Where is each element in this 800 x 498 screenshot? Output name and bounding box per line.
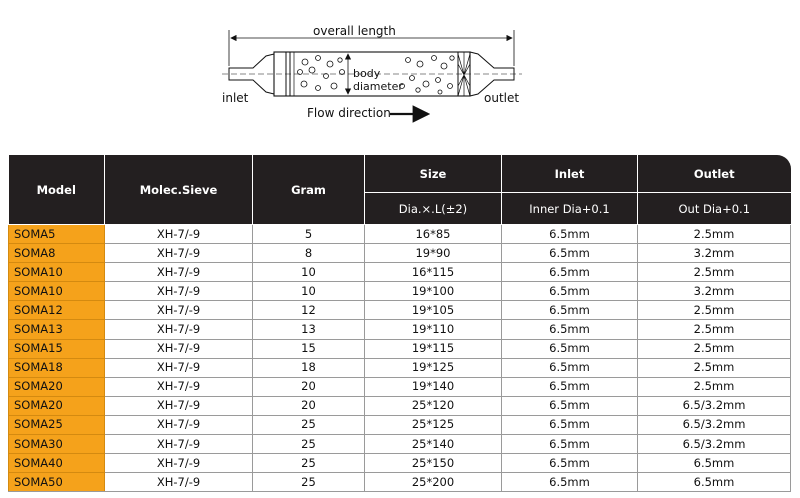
molec-sieve-cell: XH-7/-9 — [105, 454, 253, 473]
outlet-cell: 3.2mm — [638, 244, 791, 263]
gram-cell: 5 — [253, 225, 365, 244]
header-size: Size — [365, 155, 502, 193]
model-cell: SOMA15 — [9, 339, 105, 358]
inlet-cell: 6.5mm — [502, 396, 638, 415]
header-outlet-sub: Out Dia+0.1 — [638, 193, 791, 225]
size-cell: 19*115 — [365, 339, 502, 358]
outlet-cell: 2.5mm — [638, 358, 791, 377]
model-cell: SOMA12 — [9, 301, 105, 320]
inlet-cell: 6.5mm — [502, 282, 638, 301]
model-cell: SOMA20 — [9, 377, 105, 396]
outlet-cell: 6.5/3.2mm — [638, 415, 791, 434]
header-model: Model — [9, 155, 105, 225]
inlet-cell: 6.5mm — [502, 358, 638, 377]
table-header — [9, 155, 791, 225]
header-outlet: Outlet — [638, 155, 791, 193]
table-row — [9, 377, 791, 396]
table-row — [9, 454, 791, 473]
size-cell: 25*140 — [365, 435, 502, 454]
molec-sieve-cell: XH-7/-9 — [105, 244, 253, 263]
filter-drier-diagram — [0, 0, 800, 140]
molec-sieve-cell: XH-7/-9 — [105, 435, 253, 454]
model-cell: SOMA18 — [9, 358, 105, 377]
gram-cell: 25 — [253, 473, 365, 492]
table-row — [9, 339, 791, 358]
outlet-cell: 6.5mm — [638, 473, 791, 492]
molec-sieve-cell: XH-7/-9 — [105, 377, 253, 396]
size-cell: 25*125 — [365, 415, 502, 434]
size-cell: 25*200 — [365, 473, 502, 492]
header-gram: Gram — [253, 155, 365, 225]
size-cell: 19*125 — [365, 358, 502, 377]
model-cell: SOMA10 — [9, 282, 105, 301]
size-cell: 19*100 — [365, 282, 502, 301]
table-row — [9, 415, 791, 434]
gram-cell: 10 — [253, 282, 365, 301]
molec-sieve-cell: XH-7/-9 — [105, 396, 253, 415]
outlet-label: outlet — [484, 91, 520, 105]
gram-cell: 10 — [253, 263, 365, 282]
inlet-cell: 6.5mm — [502, 339, 638, 358]
gram-cell: 12 — [253, 301, 365, 320]
body-diameter-label — [353, 67, 403, 93]
outlet-cell: 6.5/3.2mm — [638, 396, 791, 415]
inlet-cell: 6.5mm — [502, 225, 638, 244]
outlet-cell: 2.5mm — [638, 320, 791, 339]
molec-sieve-cell: XH-7/-9 — [105, 320, 253, 339]
gram-cell: 20 — [253, 396, 365, 415]
inlet-cell: 6.5mm — [502, 320, 638, 339]
gram-cell: 25 — [253, 415, 365, 434]
molec-sieve-cell: XH-7/-9 — [105, 358, 253, 377]
table-row — [9, 358, 791, 377]
gram-cell: 15 — [253, 339, 365, 358]
model-cell: SOMA8 — [9, 244, 105, 263]
header-inlet-sub: Inner Dia+0.1 — [502, 193, 638, 225]
spec-table — [8, 155, 791, 492]
inlet-cell: 6.5mm — [502, 473, 638, 492]
gram-cell: 25 — [253, 454, 365, 473]
model-cell: SOMA5 — [9, 225, 105, 244]
inlet-cell: 6.5mm — [502, 415, 638, 434]
table-row — [9, 244, 791, 263]
outlet-cell: 2.5mm — [638, 301, 791, 320]
gram-cell: 13 — [253, 320, 365, 339]
outlet-cell: 3.2mm — [638, 282, 791, 301]
size-cell: 19*110 — [365, 320, 502, 339]
size-cell: 19*105 — [365, 301, 502, 320]
gram-cell: 8 — [253, 244, 365, 263]
outlet-cell: 2.5mm — [638, 339, 791, 358]
outlet-cell: 2.5mm — [638, 225, 791, 244]
body-diameter-line1: body — [353, 67, 381, 80]
table-row — [9, 282, 791, 301]
inlet-cell: 6.5mm — [502, 301, 638, 320]
inlet-cell: 6.5mm — [502, 263, 638, 282]
table-row — [9, 225, 791, 244]
model-cell: SOMA40 — [9, 454, 105, 473]
molec-sieve-cell: XH-7/-9 — [105, 473, 253, 492]
outlet-cell: 2.5mm — [638, 377, 791, 396]
size-cell: 16*115 — [365, 263, 502, 282]
inlet-cell: 6.5mm — [502, 377, 638, 396]
header-molec-sieve: Molec.Sieve — [105, 155, 253, 225]
outlet-cell: 2.5mm — [638, 263, 791, 282]
model-cell: SOMA50 — [9, 473, 105, 492]
overall-length-label: overall length — [313, 24, 396, 38]
table-row — [9, 396, 791, 415]
outlet-cell: 6.5/3.2mm — [638, 435, 791, 454]
inlet-cell: 6.5mm — [502, 244, 638, 263]
molec-sieve-cell: XH-7/-9 — [105, 282, 253, 301]
header-inlet: Inlet — [502, 155, 638, 193]
size-cell: 25*150 — [365, 454, 502, 473]
table-row — [9, 301, 791, 320]
table-body — [9, 225, 791, 492]
outlet-cell: 6.5mm — [638, 454, 791, 473]
model-cell: SOMA10 — [9, 263, 105, 282]
inlet-cell: 6.5mm — [502, 454, 638, 473]
molec-sieve-cell: XH-7/-9 — [105, 415, 253, 434]
model-cell: SOMA30 — [9, 435, 105, 454]
table-row — [9, 263, 791, 282]
gram-cell: 20 — [253, 377, 365, 396]
model-cell: SOMA20 — [9, 396, 105, 415]
flow-direction-label: Flow direction — [307, 106, 391, 120]
model-cell: SOMA13 — [9, 320, 105, 339]
table-row — [9, 320, 791, 339]
gram-cell: 25 — [253, 435, 365, 454]
molec-sieve-cell: XH-7/-9 — [105, 225, 253, 244]
size-cell: 16*85 — [365, 225, 502, 244]
header-size-sub: Dia.×.L(±2) — [365, 193, 502, 225]
gram-cell: 18 — [253, 358, 365, 377]
model-cell: SOMA25 — [9, 415, 105, 434]
molec-sieve-cell: XH-7/-9 — [105, 263, 253, 282]
size-cell: 25*120 — [365, 396, 502, 415]
size-cell: 19*140 — [365, 377, 502, 396]
inlet-label: inlet — [222, 91, 249, 105]
inlet-cell: 6.5mm — [502, 435, 638, 454]
table-row — [9, 435, 791, 454]
table-row — [9, 473, 791, 492]
size-cell: 19*90 — [365, 244, 502, 263]
body-diameter-line2: diameter — [353, 80, 403, 93]
molec-sieve-cell: XH-7/-9 — [105, 339, 253, 358]
molec-sieve-cell: XH-7/-9 — [105, 301, 253, 320]
